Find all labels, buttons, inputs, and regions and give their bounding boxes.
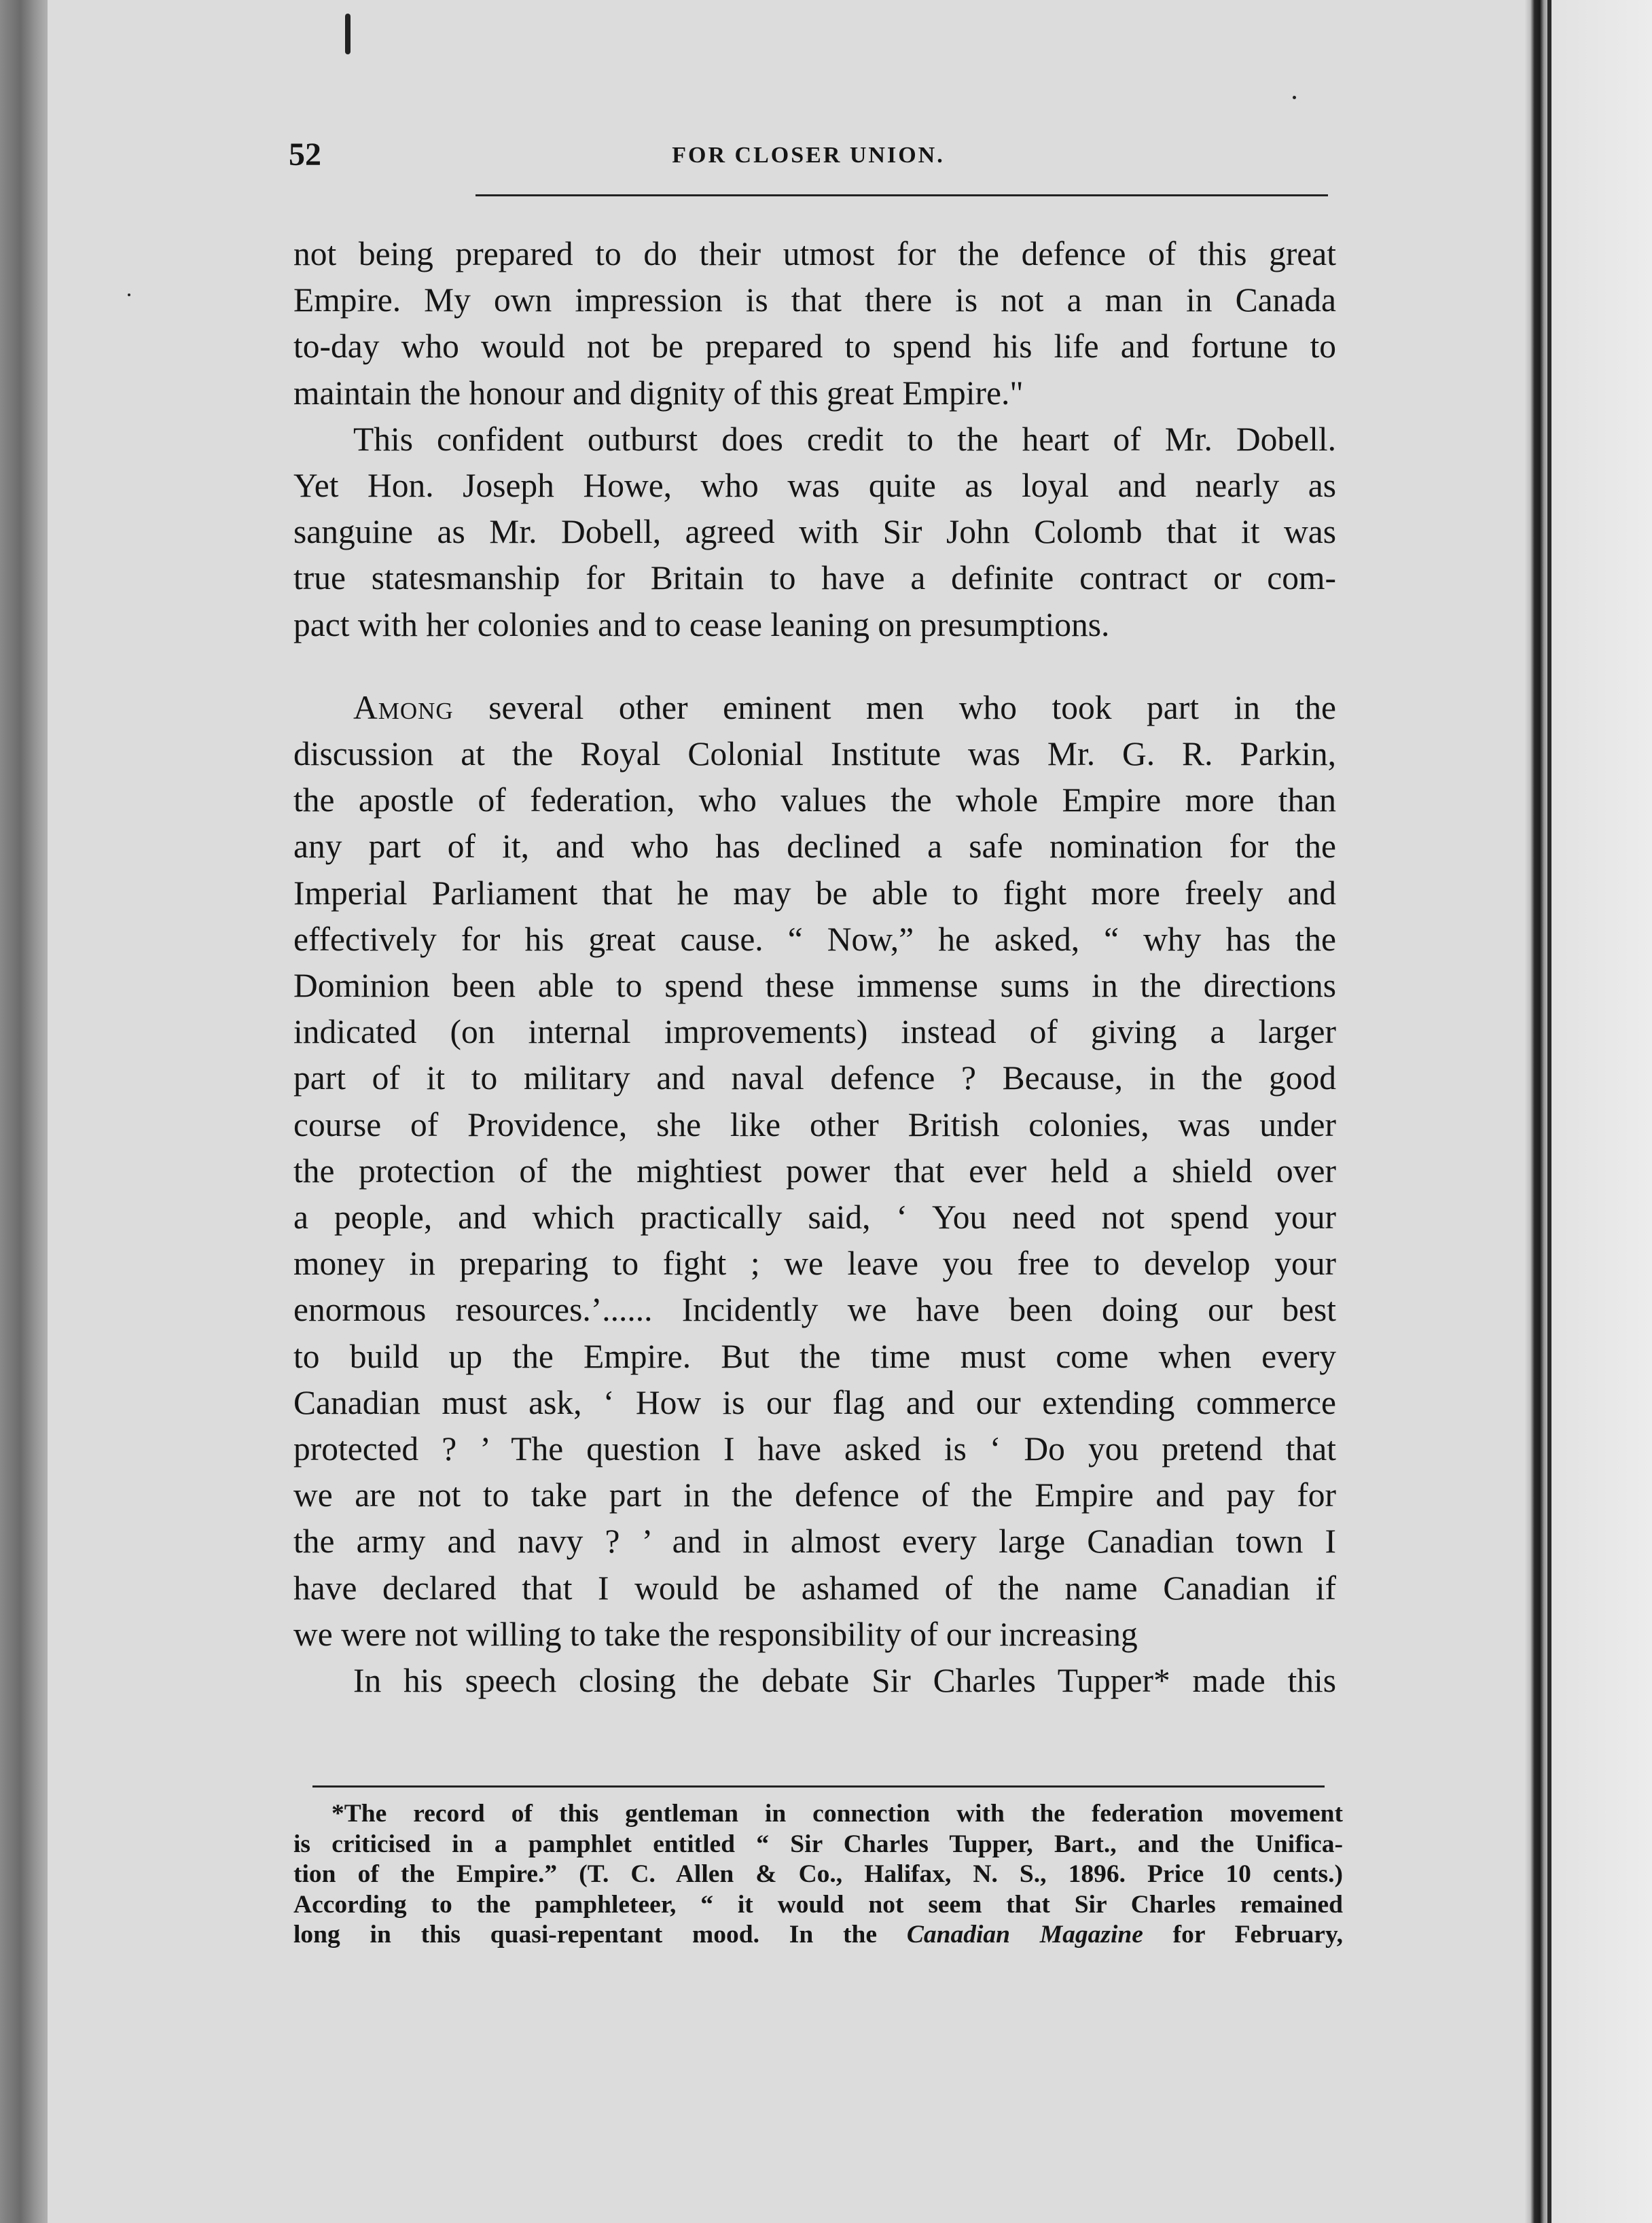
text-line — [293, 685, 1336, 731]
text-line: we are not to take part in the defence of the Empire and pay for — [293, 1476, 1336, 1514]
text-line: course of Providence, she like other British colonies, was under — [293, 1105, 1336, 1143]
text-line: money in preparing to fight ; we leave you free to develop your — [293, 1245, 1336, 1283]
text-line: Empire. My own impression is that there is not a man in Canada — [293, 281, 1336, 319]
text-line: true statesmanship for Britain to have a definite contract or com- — [293, 559, 1336, 597]
text-line: In his speech closing the debate Sir Charles Tupper* made this — [353, 1662, 1336, 1700]
text-line: not being prepared to do their utmost for the defence of this great — [293, 235, 1336, 272]
header-rule — [475, 194, 1328, 196]
scan-speck — [1293, 96, 1296, 99]
paragraph-3 — [293, 685, 1336, 1658]
text-line: any part of it, and who has declined a safe nomination for the — [293, 828, 1336, 866]
text-line: the army and navy ? ’ and in almost every large Canadian town I — [293, 1523, 1336, 1561]
page-number: 52 — [289, 137, 321, 173]
lead-word: Among — [353, 688, 454, 726]
text-line: to build up the Empire. But the time must come when every — [293, 1337, 1336, 1375]
text-line: pact with her colonies and to cease leaning on presumptions. — [293, 605, 1110, 643]
text-line: Canadian must ask, ‘ How is our flag and our extending commerce — [293, 1383, 1336, 1421]
footnote-line — [293, 1920, 1343, 1951]
magazine-title: Canadian Magazine — [906, 1921, 1143, 1949]
text-line: enormous resources.’...... Incidently we have been doing our best — [293, 1291, 1336, 1329]
page-edge-line — [1547, 0, 1551, 2223]
text-line: indicated (on internal improvements) instead of giving a larger — [293, 1013, 1336, 1051]
text-line: a people, and which practically said, ‘ You need not spend your — [293, 1198, 1336, 1237]
scan-speck — [345, 14, 351, 54]
paragraph-2 — [293, 416, 1336, 648]
text-line: effectively for his great cause. “ Now,” he asked, “ why has the — [293, 920, 1336, 958]
footnote-line: tion of the Empire.” (T. C. Allen & Co., Halifax, N. S., 1896. Price 10 cents.) — [293, 1860, 1343, 1888]
body-text — [293, 231, 1336, 1704]
text-line: we were not willing to take the responsibility of our increasing — [293, 1615, 1138, 1653]
page-edge-right — [1525, 0, 1652, 2223]
paragraph-4 — [293, 1658, 1336, 1704]
text-line: Yet Hon. Joseph Howe, who was quite as loyal and nearly as — [293, 467, 1336, 505]
text-line: the protection of the mightiest power that ever held a shield over — [293, 1152, 1336, 1190]
section-gap — [293, 648, 1336, 685]
scan-speck — [128, 294, 130, 296]
running-title: FOR CLOSER UNION. — [672, 143, 945, 168]
text-line: maintain the honour and dignity of this great Empire." — [293, 374, 1024, 412]
text-line: part of it to military and naval defence ? Because, in the good — [293, 1059, 1336, 1097]
text-line: Imperial Parliament that he may be able to fight more freely and — [293, 874, 1336, 912]
text-line: sanguine as Mr. Dobell, agreed with Sir John Colomb that it was — [293, 513, 1336, 551]
footnote-line: According to the pamphleteer, “ it would not seem that Sir Charles remained — [293, 1890, 1343, 1919]
footnote — [293, 1799, 1343, 1951]
footnote-rule — [312, 1785, 1325, 1788]
text-line: protected ? ’ The question I have asked is ‘ Do you pretend that — [293, 1430, 1336, 1468]
text-line: discussion at the Royal Colonial Institute was Mr. G. R. Parkin, — [293, 735, 1336, 773]
footnote-text: long in this quasi-repentant mood. In the — [293, 1921, 907, 1949]
footnote-text: for February, — [1143, 1921, 1344, 1949]
text-line: to-day who would not be prepared to spend his life and fortune to — [293, 327, 1336, 366]
text-line: Dominion been able to spend these immense sums in the directions — [293, 967, 1336, 1005]
text-line: This confident outburst does credit to the heart of Mr. Dobell. — [353, 420, 1336, 458]
footnote-line: is criticised in a pamphlet entitled “ Sir Charles Tupper, Bart., and the Unifica- — [293, 1830, 1343, 1858]
page-header — [289, 136, 1328, 177]
footnote-line: *The record of this gentleman in connection with the federation movement — [331, 1800, 1343, 1828]
text-line: the apostle of federation, who values the whole Empire more than — [293, 781, 1336, 819]
first-line-rest: several other eminent men who took part in the — [453, 688, 1336, 726]
text-line: have declared that I would be ashamed of the name Canadian if — [293, 1569, 1336, 1607]
paragraph-1 — [293, 231, 1336, 416]
